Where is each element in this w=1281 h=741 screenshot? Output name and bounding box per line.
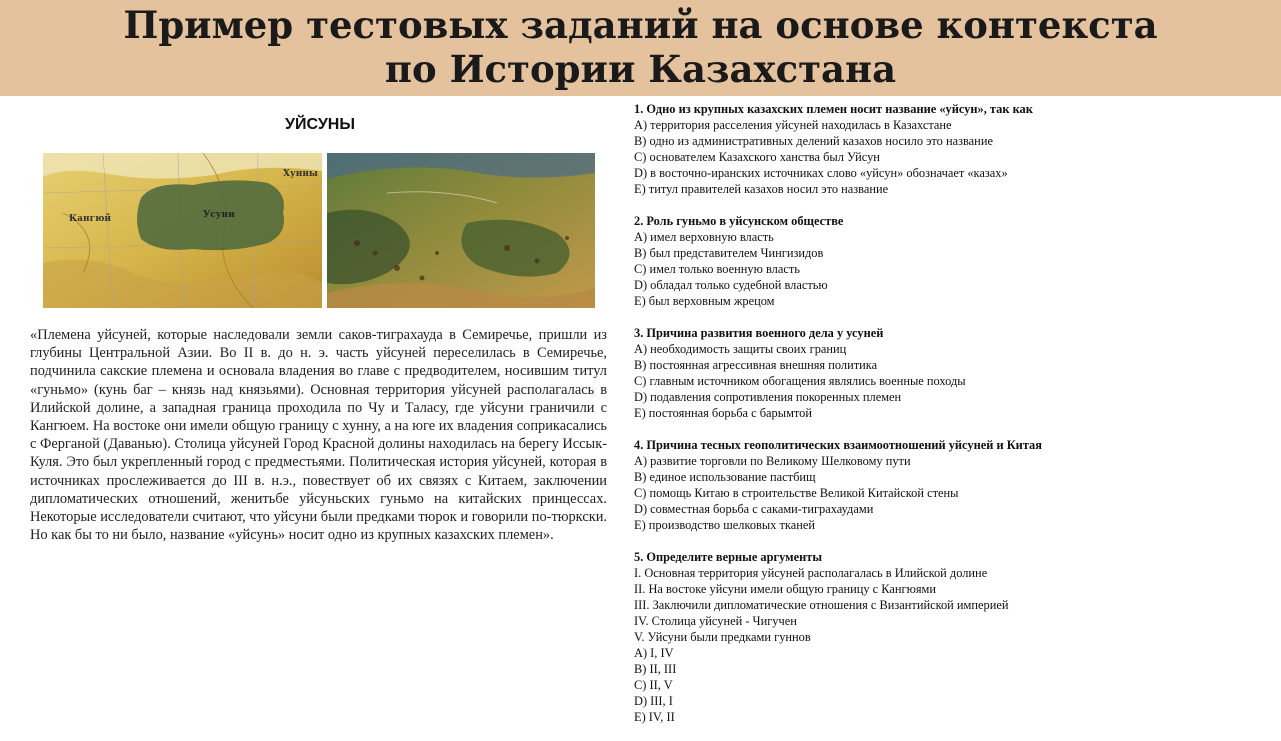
answer-option: E) был верховным жрецом — [634, 294, 775, 308]
answer-option: B) одно из административных делений казахов носило это название — [634, 134, 993, 148]
argument-statement: II. На востоке уйсуни имели общую границу с Кангюями — [634, 582, 937, 596]
answer-option: B) был представителем Чингизидов — [634, 246, 824, 260]
argument-statement: IV. Столица уйсуней - Чигучен — [634, 614, 797, 628]
page-title-line-2: по Истории Казахстана — [384, 47, 897, 91]
answer-option: A) развитие торговли по Великому Шелковому пути — [634, 454, 911, 468]
answer-option: D) III, I — [634, 694, 673, 708]
answer-option: D) обладал только судебной властью — [634, 278, 828, 292]
map-label-kangui: Кангюй — [69, 214, 112, 224]
answer-option: C) основателем Казахского ханства был Уйсун — [634, 150, 880, 164]
answer-option: D) в восточно-иранских источниках слово «уйсун» обозначает «казах» — [634, 166, 1008, 180]
argument-statement: V. Уйсуни были предками гуннов — [634, 630, 811, 644]
answer-option: D) совместная борьба с саками-тиграхаудами — [634, 502, 874, 516]
question-2 — [634, 213, 1264, 309]
argument-statement: I. Основная территория уйсуней располагалась в Илийской долине — [634, 566, 988, 580]
answer-option: E) IV, II — [634, 710, 675, 724]
answer-option: E) постоянная борьба с барымтой — [634, 406, 812, 420]
context-passage: «Племена уйсуней, которые наследовали земли саков-тиграхауда в Семиречье, пришли из глубины Центральной Азии. Во II в. до н. э. часть уйсуней переселилась в Семиречье, подчинила сакские племена и основала владения во главе с предводителем, носившим титул «гуньмо» (кунь баг – князь над князьями). Основная территория уйсуней располагалась в Илийской долине, а западная граница проходила по Чу и Таласу, где уйсуни граничили с Кангюем. На востоке они имели общую границу с хунну, а на юге их владения соприкасались с Ферганой (Даванью). Столица уйсуней Город Красной долины находилась на берегу Иссык-Куля. Это был укрепленный город с предместьями. Политическая история уйсуней, которая в источниках прослеживается до III в. н.э., повествует об их связях с Китаем, заключении дипломатических отношений, женитьбе уйсуньских гуньмо на китайских принцессах. Некоторые исследователи считают, что уйсуни были предками тюрок и говорили по-тюркски. Но как бы то ни было, название «уйсунь» носит одно из крупных казахских племен». — [30, 327, 608, 544]
question-3 — [634, 325, 1264, 421]
question-text: 1. Одно из крупных казахских племен носит название «уйсун», так как — [634, 102, 1033, 116]
answer-option: C) имел только военную власть — [634, 262, 800, 276]
argument-statement: III. Заключили дипломатические отношения с Византийской империей — [634, 598, 1009, 612]
answer-option: B) II, III — [634, 662, 677, 676]
map-label-huns: Хунны — [283, 169, 318, 179]
map-section-title: УЙСУНЫ — [285, 116, 355, 133]
usuni-territory-map — [43, 153, 322, 308]
relief-map — [327, 153, 595, 308]
question-text: 2. Роль гуньмо в уйсунском обществе — [634, 214, 844, 228]
page-title-line-1: Пример тестовых заданий на основе контекста — [123, 3, 1158, 47]
map-label-usuni: Усуни — [203, 210, 235, 220]
answer-option: B) единое использование пастбищ — [634, 470, 816, 484]
question-text: 4. Причина тесных геополитических взаимоотношений уйсуней и Китая — [634, 438, 1042, 452]
question-text: 5. Определите верные аргументы — [634, 550, 823, 564]
answer-option: B) постоянная агрессивная внешняя политика — [634, 358, 878, 372]
page-title — [0, 0, 1281, 91]
answer-option: D) подавления сопротивления покоренных племен — [634, 390, 902, 404]
answer-option: A) необходимость защиты своих границ — [634, 342, 847, 356]
answer-option: E) производство шелковых тканей — [634, 518, 816, 532]
answer-option: C) помощь Китаю в строительстве Великой Китайской стены — [634, 486, 959, 500]
question-4 — [634, 437, 1264, 533]
question-5 — [634, 549, 1264, 725]
answer-option: A) территория расселения уйсуней находилась в Казахстане — [634, 118, 952, 132]
answer-option: A) I, IV — [634, 646, 674, 660]
question-text: 3. Причина развития военного дела у усуней — [634, 326, 884, 340]
answer-option: A) имел верховную власть — [634, 230, 774, 244]
answer-option: C) главным источником обогащения являлись военные походы — [634, 374, 966, 388]
answer-option: E) титул правителей казахов носил это название — [634, 182, 889, 196]
test-questions — [634, 101, 1264, 741]
question-1 — [634, 101, 1264, 197]
answer-option: C) II, V — [634, 678, 673, 692]
